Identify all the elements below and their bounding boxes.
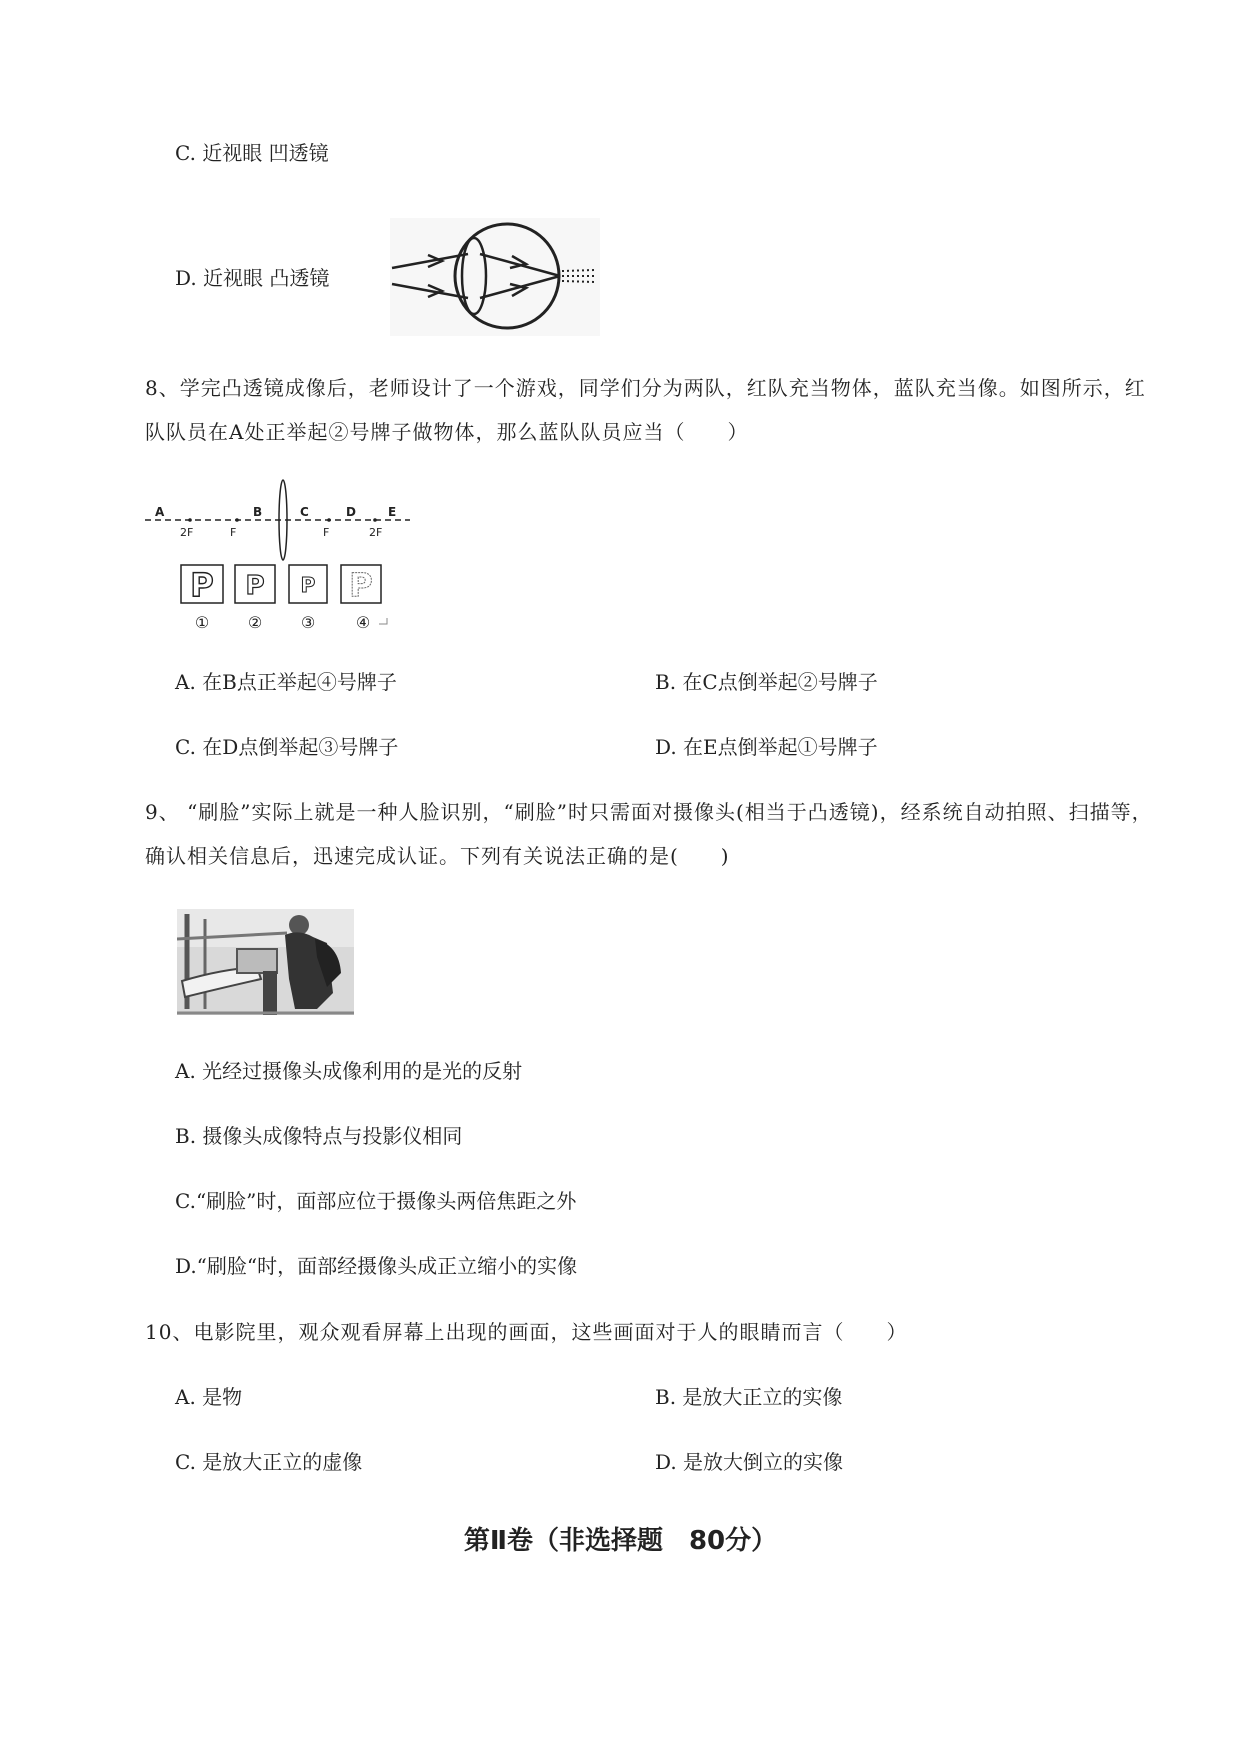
point-label-e: E xyxy=(388,505,397,519)
svg-text:P: P xyxy=(190,566,214,604)
q10-option-d: D. 是放大倒立的实像 xyxy=(655,1450,844,1474)
card-2 xyxy=(235,565,275,603)
card-number-4: ④ xyxy=(355,613,371,632)
point-label-c: C xyxy=(300,505,309,519)
card-number-2: ② xyxy=(247,613,263,632)
q7-option-d: D. 近视眼 凸透镜 xyxy=(175,266,330,290)
svg-text:P: P xyxy=(349,566,373,604)
point-label-a: A xyxy=(155,505,165,519)
focal-label-2f-left: 2F xyxy=(180,526,194,539)
focal-label-2f-right: 2F xyxy=(369,526,383,539)
q10-option-b: B. 是放大正立的实像 xyxy=(655,1385,843,1409)
lens-points-diagram xyxy=(145,478,415,638)
point-label-d: D xyxy=(346,505,356,519)
q8-option-b: B. 在C点倒举起②号牌子 xyxy=(655,670,878,694)
focal-label-f-right: F xyxy=(323,526,330,539)
q7-option-c: C. 近视眼 凹透镜 xyxy=(175,141,329,165)
card-1 xyxy=(181,565,223,604)
q8-option-d: D. 在E点倒举起①号牌子 xyxy=(655,735,878,759)
q8-stem: 8、学完凸透镜成像后，老师设计了一个游戏，同学们分为两队，红队充当物体，蓝队充当像。如图所示，红队队员在A处正举起②号牌子做物体，那么蓝队队员应当（ ） xyxy=(145,376,1146,444)
q10-option-c: C. 是放大正立的虚像 xyxy=(175,1450,363,1474)
eye-lens-diagram xyxy=(390,218,600,336)
q9-option-c: C.“刷脸”时，面部应位于摄像头两倍焦距之外 xyxy=(175,1189,577,1213)
section-title: 第Ⅱ卷（非选择题 80分） xyxy=(463,1526,778,1556)
card-3 xyxy=(289,565,327,603)
q9-option-a: A. 光经过摄像头成像利用的是光的反射 xyxy=(175,1059,523,1083)
q9-option-b: B. 摄像头成像特点与投影仪相同 xyxy=(175,1124,463,1148)
point-label-b: B xyxy=(253,505,263,519)
q8-option-c: C. 在D点倒举起③号牌子 xyxy=(175,735,399,759)
q10-stem: 10、电影院里，观众观看屏幕上出现的画面，这些画面对于人的眼睛而言（ ） xyxy=(145,1320,908,1344)
card-4 xyxy=(341,565,381,604)
q8-option-a: A. 在B点正举起④号牌子 xyxy=(175,670,397,694)
svg-text:P: P xyxy=(300,573,316,597)
card-number-3: ③ xyxy=(300,613,316,632)
q9-stem: 9、 “刷脸”实际上就是一种人脸识别，“刷脸”时只需面对摄像头(相当于凸透镜)，经系统自动拍照、扫描等，确认相关信息后，迅速完成认证。下列有关说法正确的是( ) xyxy=(145,800,1153,868)
focal-label-f-left: F xyxy=(230,526,237,539)
svg-text:P: P xyxy=(245,571,265,601)
face-scan-photo xyxy=(177,909,354,1015)
q10-option-a: A. 是物 xyxy=(175,1385,243,1409)
q9-option-d: D.“刷脸“时，面部经摄像头成正立缩小的实像 xyxy=(175,1254,578,1278)
card-number-1: ① xyxy=(194,613,210,632)
